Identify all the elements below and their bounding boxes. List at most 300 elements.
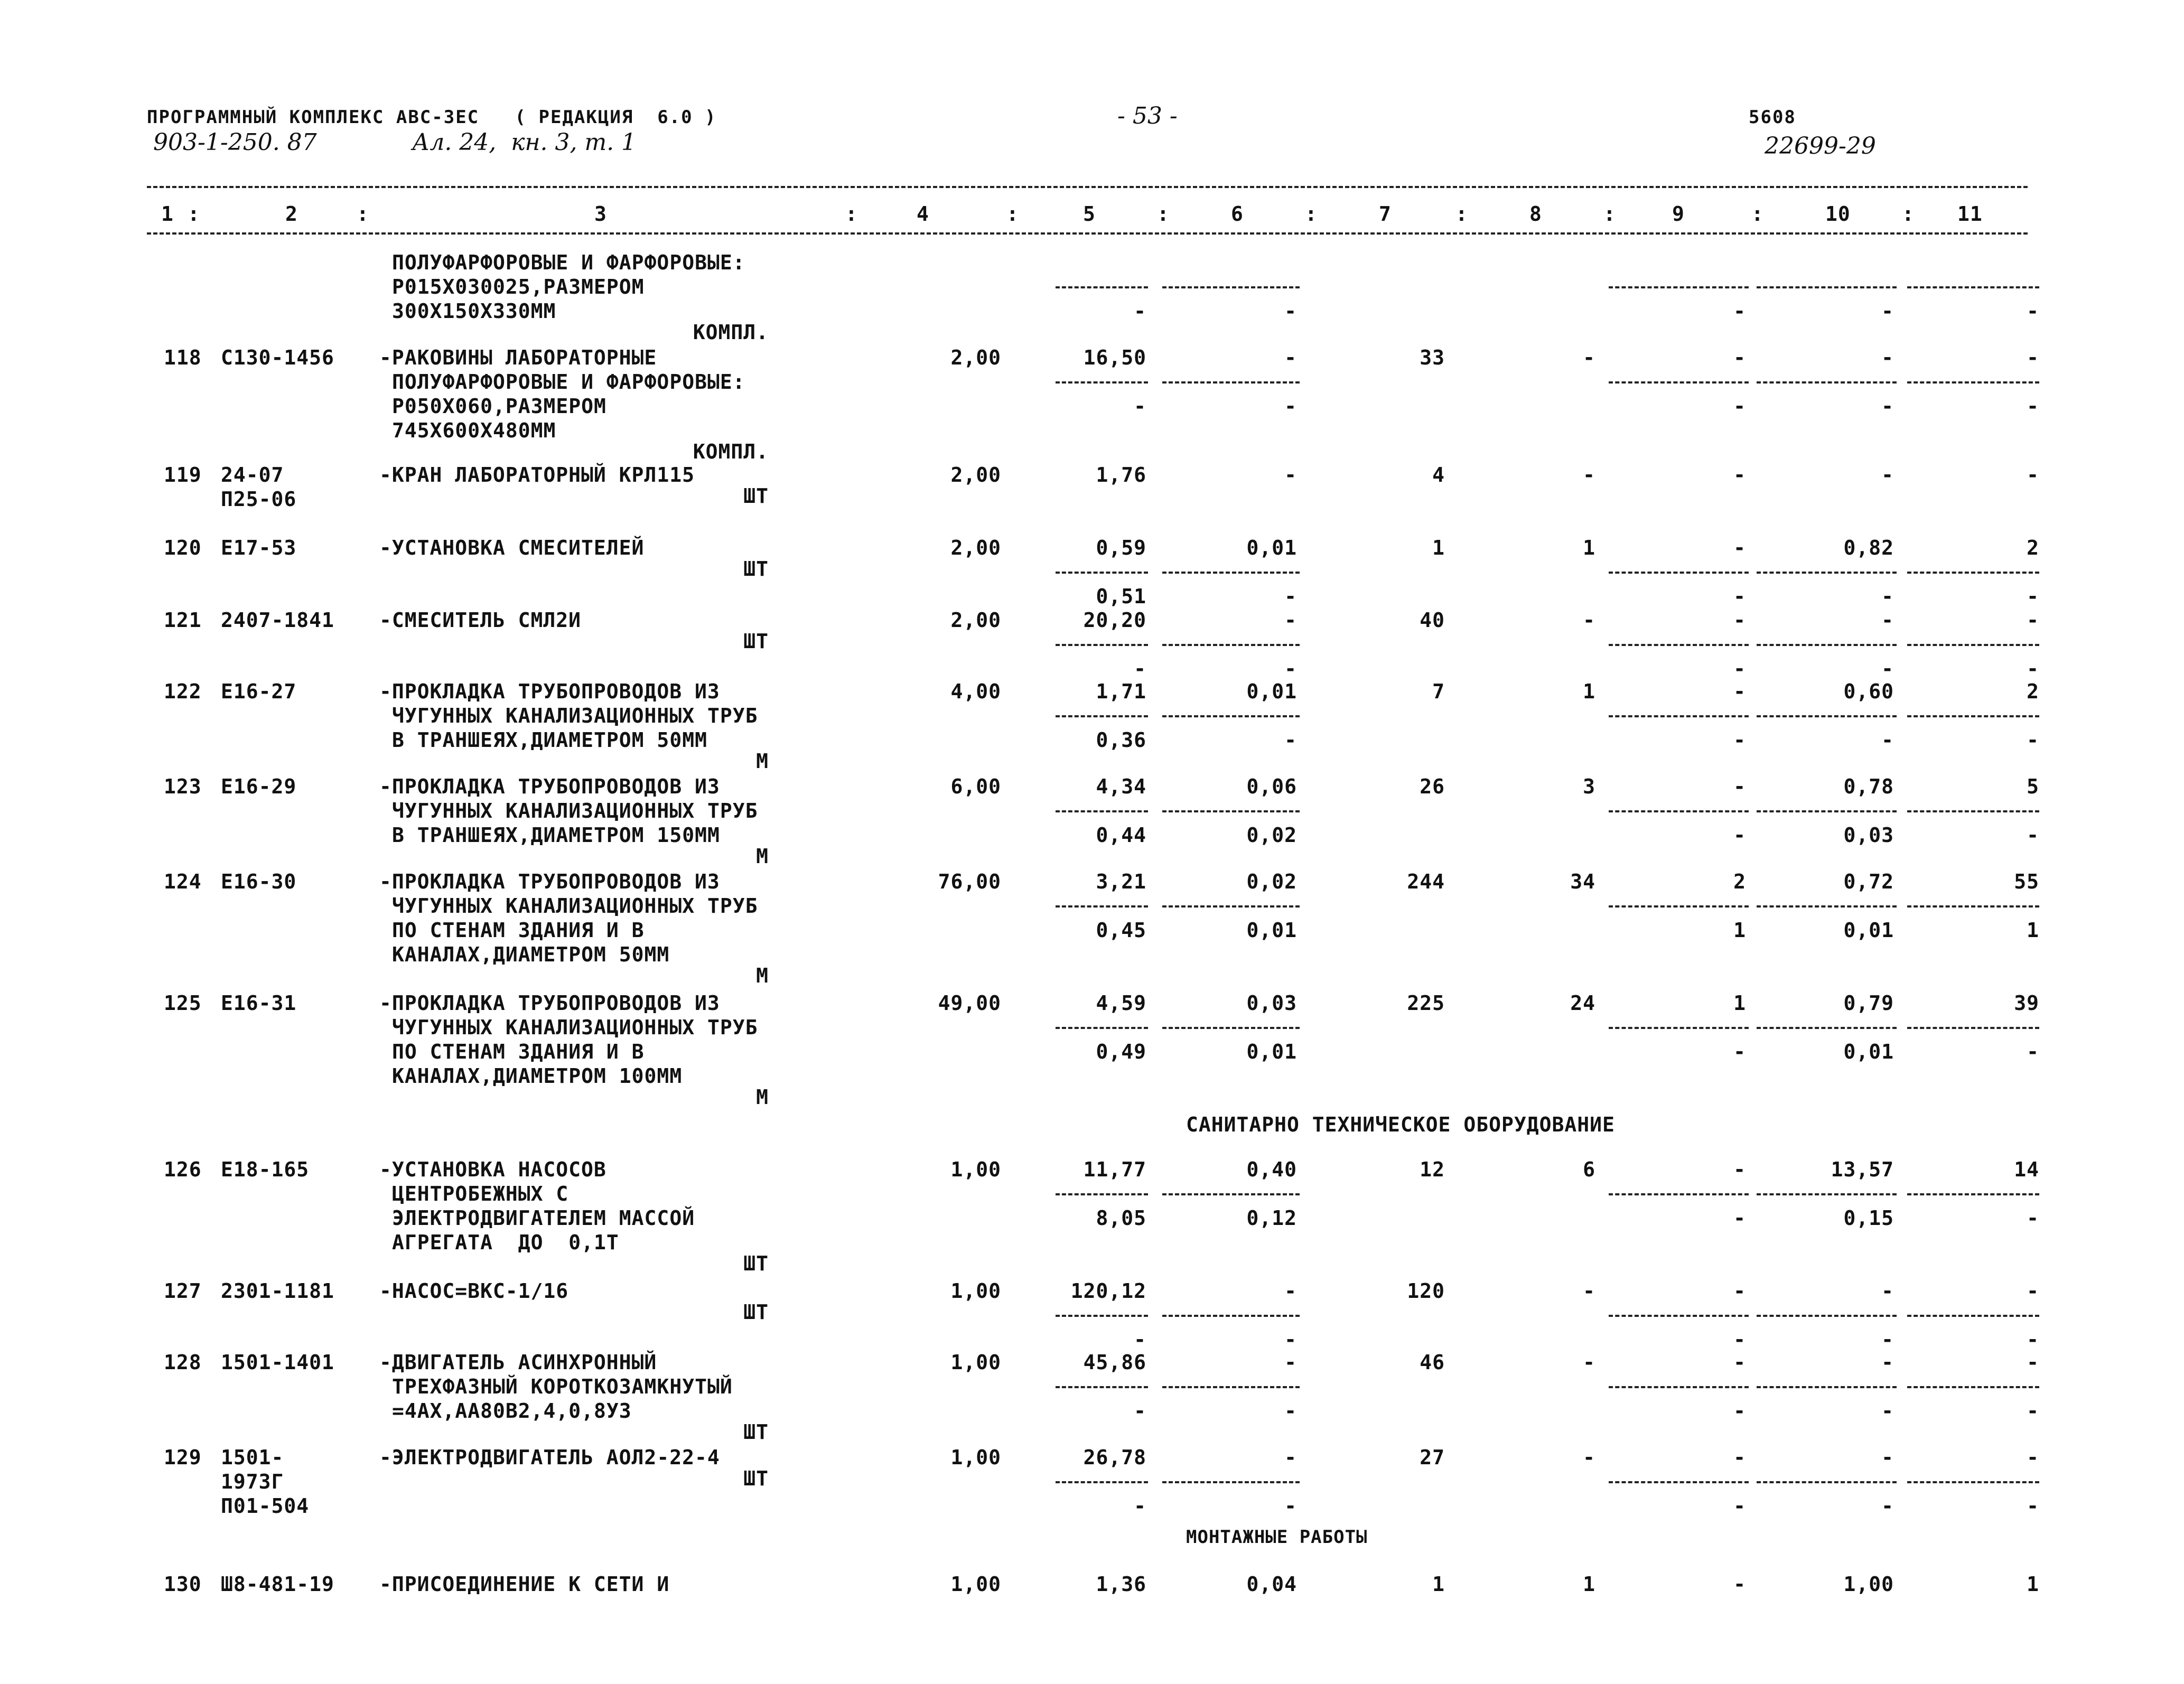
labor-unit: 0,78 [1843,775,1894,798]
column-separator: : [1902,202,1915,226]
cell-divider-c10 [1757,1193,1897,1195]
unit-wages: - [1134,300,1146,323]
cell-divider-c5 [1056,572,1148,574]
cell-divider-c10 [1757,810,1897,812]
labor-unit: - [1881,1279,1894,1303]
labor-unit: 0,60 [1843,680,1894,703]
unit: КОМПЛ. [693,321,769,344]
code: Е17-53 [221,536,297,559]
total-cost: 1 [1432,1573,1445,1596]
machine-wages: - [1733,395,1746,418]
machine-wages: - [1733,1206,1746,1230]
machinist-labor-unit: - [1881,1328,1894,1351]
total-machines: - [1733,1158,1746,1181]
unit-cost-total: 0,59 [1096,536,1146,559]
machinist-labor-unit: 0,01 [1843,1040,1894,1063]
total-cost: 12 [1420,1158,1445,1181]
machinist-labor-total: - [2027,824,2039,847]
column-number: 6 [1231,202,1244,226]
cell-divider-c5 [1056,1386,1148,1388]
description-line: АГРЕГАТА ДО 0,1Т [392,1231,619,1254]
code-line-2: 1973Г [221,1470,284,1493]
unit-machine-wages: 0,12 [1246,1206,1297,1230]
total-wages: - [1583,1351,1595,1374]
cell-divider-c6 [1162,286,1300,288]
unit: КОМПЛ. [693,440,769,463]
unit-wages: 0,51 [1096,585,1146,608]
unit: ШТ [743,1420,769,1444]
code: 1501-1401 [221,1351,334,1374]
unit-machine-wages: 0,02 [1246,824,1297,847]
section-title-sanitary: САНИТАРНО ТЕХНИЧЕСКОЕ ОБОРУДОВАНИЕ [1186,1113,1615,1136]
machinist-labor-total: - [2027,300,2039,323]
row-number: 119 [164,463,202,487]
description-line: ЭЛЕКТРОДВИГАТЕЛЕМ МАССОЙ [392,1206,695,1230]
code: 1501- [221,1446,284,1469]
code: 2407-1841 [221,609,334,632]
total-cost: 26 [1420,775,1445,798]
total-machines: 1 [1733,991,1746,1015]
cell-divider-c5 [1056,1193,1148,1195]
quantity: 49,00 [938,991,1001,1015]
quantity: 2,00 [950,463,1001,487]
unit-cost-machines: 0,04 [1246,1573,1297,1596]
cell-divider-c5 [1056,644,1148,646]
machine-wages: 1 [1733,919,1746,942]
cell-divider-c6 [1162,1193,1300,1195]
column-number: 10 [1825,202,1851,226]
total-machines: - [1733,346,1746,369]
unit-wages: - [1134,395,1146,418]
description-line: ЦЕНТРОБЕЖНЫХ С [392,1182,569,1205]
row-number: 120 [164,536,202,559]
total-cost: 120 [1407,1279,1445,1303]
unit-cost-total: 1,36 [1096,1573,1146,1596]
column-number: 5 [1083,202,1096,226]
total-wages: 6 [1583,1158,1595,1181]
description-line: -ПРИСОЕДИНЕНИЕ К СЕТИ И [379,1573,670,1596]
unit-cost-machines: 0,01 [1246,536,1297,559]
cell-divider-c10 [1757,1481,1897,1483]
description-line: 300Х150Х330ММ [392,300,556,323]
description-line: В ТРАНШЕЯХ,ДИАМЕТРОМ 50ММ [392,728,707,752]
row-number: 130 [164,1573,202,1596]
machine-wages: - [1733,1494,1746,1518]
cell-divider-c9 [1609,381,1749,383]
total-machines: - [1733,1279,1746,1303]
description-line: -ПРОКЛАДКА ТРУБОПРОВОДОВ ИЗ [379,775,720,798]
total-wages: - [1583,346,1595,369]
total-cost: 7 [1432,680,1445,703]
unit-cost-total: 11,77 [1083,1158,1146,1181]
cell-divider-c5 [1056,381,1148,383]
cell-divider-c6 [1162,905,1300,908]
cell-divider-c10 [1757,1386,1897,1388]
quantity: 4,00 [950,680,1001,703]
labor-unit: 0,82 [1843,536,1894,559]
description-line: -РАКОВИНЫ ЛАБОРАТОРНЫЕ [379,346,657,369]
row-number: 121 [164,609,202,632]
description-line: ЧУГУННЫХ КАНАЛИЗАЦИОННЫХ ТРУБ [392,894,758,918]
description-line: -КРАН ЛАБОРАТОРНЫЙ КРЛ115 [379,463,695,487]
unit: М [756,750,769,773]
description-line: -ПРОКЛАДКА ТРУБОПРОВОДОВ ИЗ [379,870,720,893]
description-line: КАНАЛАХ,ДИАМЕТРОМ 50ММ [392,943,670,966]
cell-divider-c6 [1162,1027,1300,1029]
description-line: -ПРОКЛАДКА ТРУБОПРОВОДОВ ИЗ [379,991,720,1015]
machine-wages: - [1733,585,1746,608]
cell-divider-c10 [1757,1315,1897,1317]
total-wages: 3 [1583,775,1595,798]
cell-divider-c10 [1757,572,1897,574]
description-line: ТРЕХФАЗНЫЙ КОРОТКОЗАМКНУТЫЙ [392,1375,733,1398]
unit-cost-total: 1,71 [1096,680,1146,703]
row-number: 126 [164,1158,202,1181]
column-number: 2 [285,202,298,226]
unit-wages: 0,36 [1096,728,1146,752]
cell-divider-c9 [1609,715,1749,717]
labor-unit: - [1881,1446,1894,1469]
machinist-labor-unit: 0,03 [1843,824,1894,847]
cell-divider-c9 [1609,810,1749,812]
machinist-labor-unit: - [1881,657,1894,680]
total-cost: 1 [1432,536,1445,559]
machinist-labor-unit: 0,15 [1843,1206,1894,1230]
total-cost: 225 [1407,991,1445,1015]
total-cost: 40 [1420,609,1445,632]
cell-divider-c11 [1907,1481,2039,1483]
cell-divider-c11 [1907,644,2039,646]
code: Е16-29 [221,775,297,798]
unit-cost-machines: - [1284,346,1297,369]
machine-wages: - [1733,300,1746,323]
cell-divider-c11 [1907,1386,2039,1388]
machinist-labor-unit: - [1881,585,1894,608]
unit-cost-machines: 0,02 [1246,870,1297,893]
machine-wages: - [1733,1328,1746,1351]
cell-divider-c11 [1907,810,2039,812]
column-number: 4 [917,202,929,226]
labor-total: 2 [2027,680,2039,703]
unit-cost-total: 120,12 [1070,1279,1146,1303]
cell-divider-c10 [1757,381,1897,383]
unit-machine-wages: - [1284,585,1297,608]
unit-cost-total: 1,76 [1096,463,1146,487]
total-machines: - [1733,680,1746,703]
description-line: -ЭЛЕКТРОДВИГАТЕЛЬ АОЛ2-22-4 [379,1446,720,1469]
quantity: 1,00 [950,1279,1001,1303]
labor-unit: 0,72 [1843,870,1894,893]
machine-wages: - [1733,728,1746,752]
unit-cost-machines: 0,06 [1246,775,1297,798]
unit: М [756,845,769,868]
machinist-labor-unit: 0,01 [1843,919,1894,942]
unit: ШТ [743,1467,769,1490]
page-number: - 53 - [1117,102,1178,129]
cell-divider-c10 [1757,1027,1897,1029]
labor-unit: - [1881,609,1894,632]
description-line: В ТРАНШЕЯХ,ДИАМЕТРОМ 150ММ [392,824,720,847]
unit-cost-total: 3,21 [1096,870,1146,893]
unit-machine-wages: 0,01 [1246,919,1297,942]
code: Е18-165 [221,1158,310,1181]
cell-divider-c5 [1056,905,1148,908]
quantity: 2,00 [950,609,1001,632]
total-wages: - [1583,1446,1595,1469]
cell-divider-c10 [1757,715,1897,717]
cell-divider-c9 [1609,286,1749,288]
cell-divider-c5 [1056,810,1148,812]
machinist-labor-total: - [2027,1328,2039,1351]
unit-cost-machines: 0,01 [1246,680,1297,703]
labor-unit: 13,57 [1831,1158,1894,1181]
machinist-labor-total: - [2027,1494,2039,1518]
cell-divider-c9 [1609,1193,1749,1195]
column-separator: : [188,202,200,226]
cell-divider-c6 [1162,381,1300,383]
labor-total: - [2027,346,2039,369]
unit-machine-wages: - [1284,395,1297,418]
description-line: -НАСОС=ВКС-1/16 [379,1279,569,1303]
total-machines: - [1733,463,1746,487]
unit: ШТ [743,1252,769,1275]
code-line-3: П01-504 [221,1494,310,1518]
description-line: -УСТАНОВКА НАСОСОВ [379,1158,606,1181]
unit-machine-wages: - [1284,728,1297,752]
machinist-labor-unit: - [1881,300,1894,323]
cell-divider-c10 [1757,905,1897,908]
unit-cost-total: 26,78 [1083,1446,1146,1469]
labor-total: - [2027,1446,2039,1469]
unit-machine-wages: - [1284,1328,1297,1351]
unit-cost-machines: - [1284,1279,1297,1303]
labor-total: 2 [2027,536,2039,559]
row-number: 125 [164,991,202,1015]
quantity: 76,00 [938,870,1001,893]
description-line: -СМЕСИТЕЛЬ СМЛ2И [379,609,582,632]
column-header-rule [147,232,2028,235]
column-number: 7 [1379,202,1392,226]
column-separator: : [1006,202,1019,226]
cell-divider-c5 [1056,1315,1148,1317]
cell-divider-c6 [1162,1315,1300,1317]
code: 24-07 [221,463,284,487]
column-separator: : [1455,202,1468,226]
cell-divider-c11 [1907,1027,2039,1029]
quantity: 1,00 [950,1446,1001,1469]
cell-divider-c6 [1162,1481,1300,1483]
cell-divider-c11 [1907,572,2039,574]
unit-machine-wages: - [1284,1494,1297,1518]
description-line: -ДВИГАТЕЛЬ АСИНХРОННЫЙ [379,1351,657,1374]
code: Ш8-481-19 [221,1573,334,1596]
column-separator: : [1603,202,1616,226]
unit-machine-wages: - [1284,657,1297,680]
labor-total: - [2027,463,2039,487]
code: Е16-27 [221,680,297,703]
machinist-labor-total: - [2027,1399,2039,1423]
code: С130-1456 [221,346,334,369]
cell-divider-c6 [1162,1386,1300,1388]
description-line: ПО СТЕНАМ ЗДАНИЯ И В [392,1040,645,1063]
cell-divider-c10 [1757,286,1897,288]
description-line: Р015Х030025,РАЗМЕРОМ [392,275,645,298]
machinist-labor-total: - [2027,395,2039,418]
unit: М [756,964,769,987]
unit-cost-machines: - [1284,609,1297,632]
unit-cost-total: 20,20 [1083,609,1146,632]
unit-machine-wages: 0,01 [1246,1040,1297,1063]
cell-divider-c9 [1609,905,1749,908]
cell-divider-c6 [1162,715,1300,717]
cell-divider-c9 [1609,644,1749,646]
total-wages: - [1583,1279,1595,1303]
code: Е16-30 [221,870,297,893]
unit-cost-machines: - [1284,1351,1297,1374]
column-number: 1 [161,202,174,226]
labor-unit: - [1881,463,1894,487]
row-number: 128 [164,1351,202,1374]
total-wages: 1 [1583,680,1595,703]
unit-wages: - [1134,1399,1146,1423]
cell-divider-c5 [1056,286,1148,288]
unit-wages: - [1134,1494,1146,1518]
code: Е16-31 [221,991,297,1015]
quantity: 2,00 [950,346,1001,369]
total-wages: 34 [1570,870,1595,893]
description-line: КАНАЛАХ,ДИАМЕТРОМ 100ММ [392,1064,683,1088]
labor-total: 5 [2027,775,2039,798]
cell-divider-c9 [1609,572,1749,574]
machinist-labor-total: - [2027,657,2039,680]
labor-unit: - [1881,1351,1894,1374]
quantity: 1,00 [950,1158,1001,1181]
column-number: 11 [1957,202,1983,226]
unit-wages: 8,05 [1096,1206,1146,1230]
description-line: -ПРОКЛАДКА ТРУБОПРОВОДОВ ИЗ [379,680,720,703]
machine-wages: - [1733,1399,1746,1423]
labor-total: 1 [2027,1573,2039,1596]
code-line-2: П25-06 [221,488,297,511]
unit-machine-wages: - [1284,300,1297,323]
total-cost: 46 [1420,1351,1445,1374]
cell-divider-c9 [1609,1386,1749,1388]
document-number: 22699-29 [1765,133,1876,160]
machinist-labor-unit: - [1881,1399,1894,1423]
description-line: -УСТАНОВКА СМЕСИТЕЛЕЙ [379,536,645,559]
cell-divider-c9 [1609,1027,1749,1029]
unit-cost-machines: - [1284,1446,1297,1469]
unit: ШТ [743,484,769,508]
labor-total: 39 [2014,991,2039,1015]
machinist-labor-total: - [2027,585,2039,608]
labor-total: - [2027,609,2039,632]
unit: М [756,1086,769,1109]
column-number: 8 [1529,202,1542,226]
total-machines: - [1733,1351,1746,1374]
description-line: ЧУГУННЫХ КАНАЛИЗАЦИОННЫХ ТРУБ [392,1016,758,1039]
unit-wages: 0,44 [1096,824,1146,847]
row-number: 122 [164,680,202,703]
cell-divider-c11 [1907,715,2039,717]
column-separator: : [357,202,369,226]
cell-divider-c6 [1162,572,1300,574]
description-line: ЧУГУННЫХ КАНАЛИЗАЦИОННЫХ ТРУБ [392,799,758,822]
section-title-mounting: МОНТАЖНЫЕ РАБОТЫ [1186,1527,1368,1548]
cell-divider-c11 [1907,1315,2039,1317]
cell-divider-c6 [1162,644,1300,646]
quantity: 6,00 [950,775,1001,798]
machinist-labor-total: - [2027,1206,2039,1230]
unit-cost-total: 16,50 [1083,346,1146,369]
description-line: ПОЛУФАРФОРОВЫЕ И ФАРФОРОВЫЕ: [392,370,745,394]
labor-unit: - [1881,346,1894,369]
unit-cost-total: 4,59 [1096,991,1146,1015]
machinist-labor-unit: - [1881,728,1894,752]
total-machines: - [1733,536,1746,559]
labor-unit: 0,79 [1843,991,1894,1015]
total-wages: - [1583,463,1595,487]
column-separator: : [845,202,858,226]
machine-wages: - [1733,824,1746,847]
machine-wages: - [1733,1040,1746,1063]
unit-cost-machines: - [1284,463,1297,487]
cell-divider-c11 [1907,905,2039,908]
description-line: ПО СТЕНАМ ЗДАНИЯ И В [392,919,645,942]
quantity: 2,00 [950,536,1001,559]
album-reference: Ал. 24, кн. 3, т. 1 [412,129,637,156]
unit: ШТ [743,630,769,653]
labor-total: 14 [2014,1158,2039,1181]
column-separator: : [1305,202,1318,226]
unit: ШТ [743,557,769,581]
cell-divider-c9 [1609,1315,1749,1317]
cell-divider-c11 [1907,1193,2039,1195]
labor-total: - [2027,1351,2039,1374]
quantity: 1,00 [950,1573,1001,1596]
machinist-labor-total: - [2027,1040,2039,1063]
labor-total: 55 [2014,870,2039,893]
unit-wages: 0,49 [1096,1040,1146,1063]
total-cost: 244 [1407,870,1445,893]
description-line: ПОЛУФАРФОРОВЫЕ И ФАРФОРОВЫЕ: [392,251,745,274]
total-wages: 24 [1570,991,1595,1015]
code: 2301-1181 [221,1279,334,1303]
total-cost: 4 [1432,463,1445,487]
table-top-rule [147,186,2028,188]
row-number: 129 [164,1446,202,1469]
total-machines: 2 [1733,870,1746,893]
cell-divider-c5 [1056,715,1148,717]
machinist-labor-total: 1 [2027,919,2039,942]
machine-wages: - [1733,657,1746,680]
total-machines: - [1733,1446,1746,1469]
cell-divider-c11 [1907,381,2039,383]
unit-machine-wages: - [1284,1399,1297,1423]
description-line: =4АХ,АА80В2,4,0,8У3 [392,1399,632,1423]
total-machines: - [1733,775,1746,798]
machinist-labor-total: - [2027,728,2039,752]
row-number: 127 [164,1279,202,1303]
row-number: 123 [164,775,202,798]
unit-cost-total: 4,34 [1096,775,1146,798]
total-wages: 1 [1583,1573,1595,1596]
total-machines: - [1733,1573,1746,1596]
cell-divider-c5 [1056,1027,1148,1029]
column-separator: : [1157,202,1170,226]
total-cost: 27 [1420,1446,1445,1469]
unit-wages: - [1134,657,1146,680]
